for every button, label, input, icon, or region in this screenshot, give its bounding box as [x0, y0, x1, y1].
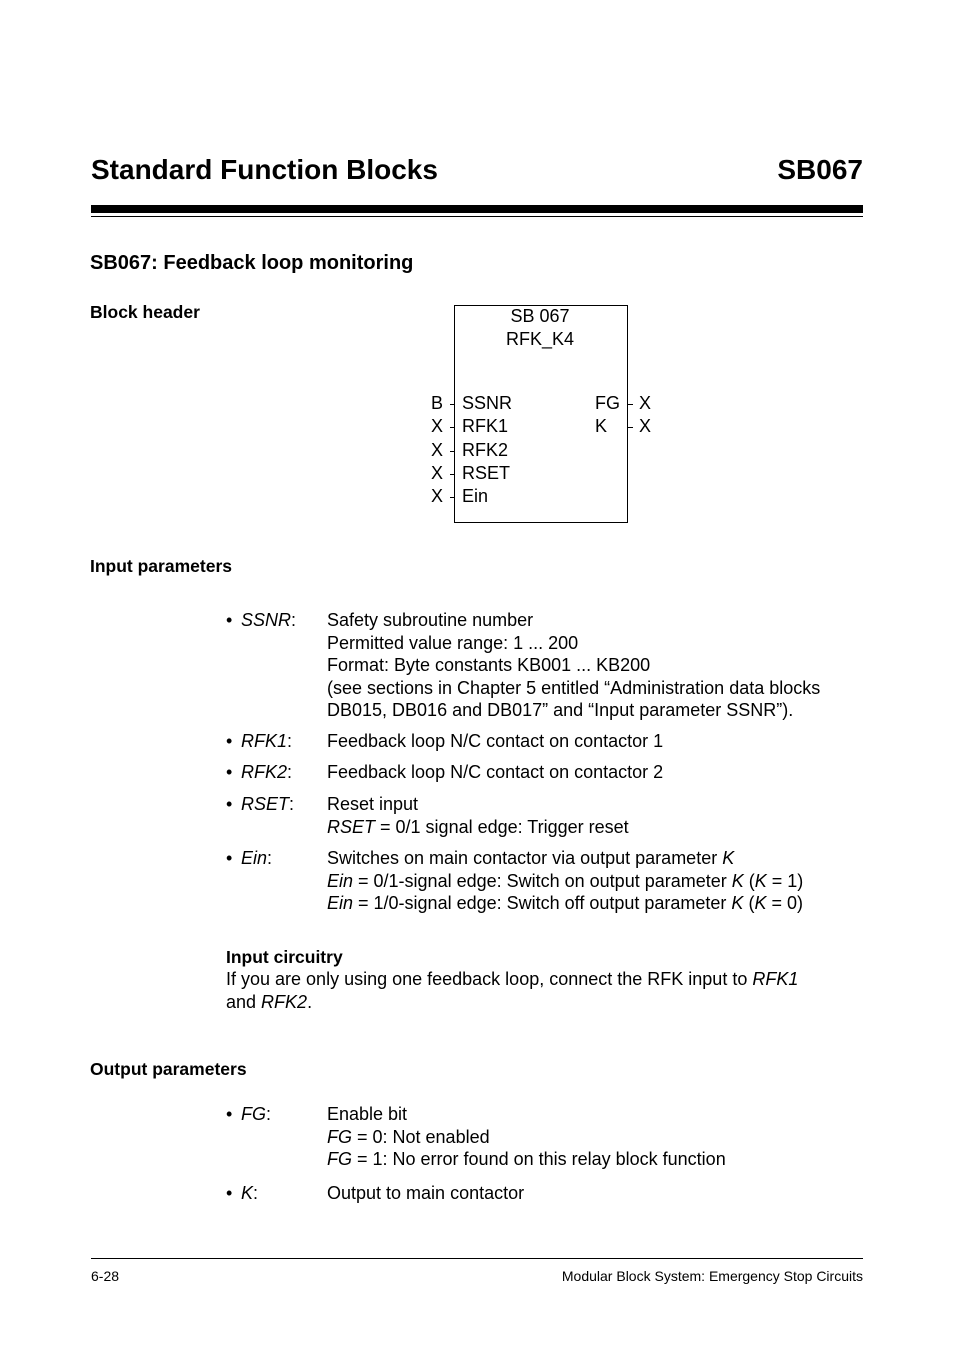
var-ref: K: [722, 848, 735, 868]
desc-line: [327, 892, 803, 915]
colon: :: [253, 1183, 259, 1203]
param-description: [327, 730, 663, 753]
input-name-rfk2: RFK2: [462, 440, 509, 460]
var-ref: FG: [327, 1126, 352, 1147]
var-ref: K: [754, 893, 767, 913]
bullet: •: [226, 731, 233, 751]
desc-line: [327, 870, 803, 893]
header-rule-thick: [91, 205, 863, 213]
colon: :: [289, 794, 295, 814]
param-name: RSET: [241, 794, 290, 814]
output-name-k: K: [595, 416, 608, 436]
input-type-rfk2: X: [431, 440, 444, 460]
input-circuitry-line1: [226, 968, 798, 991]
desc-line: [327, 1148, 726, 1171]
param-description: [327, 1182, 524, 1205]
param-name: FG: [241, 1104, 266, 1124]
bullet: •: [226, 1183, 233, 1203]
desc-text: = 0/1-signal edge: Switch on output parameter: [353, 870, 732, 891]
desc-text: = 1/0-signal edge: Switch off output parameter: [353, 893, 732, 913]
desc-text: = 0: Not enabled: [352, 1126, 490, 1147]
output-parameters-label: Output parameters: [90, 1059, 247, 1079]
desc-line: Permitted value range: 1 ... 200: [327, 632, 579, 653]
colon: :: [287, 762, 293, 782]
header-rule-thin: [91, 216, 863, 217]
page-header-title: Standard Function Blocks: [91, 154, 438, 185]
desc-line: DB015, DB016 and DB017” and “Input parameter SSNR”).: [327, 700, 794, 720]
var-ref: Ein: [327, 893, 354, 913]
colon: :: [291, 610, 297, 630]
input-name-rset: RSET: [462, 463, 511, 483]
var-ref: K: [754, 870, 767, 891]
desc-text: (: [743, 893, 755, 913]
input-circuitry-line2: [226, 991, 312, 1014]
param-description: [327, 847, 803, 915]
input-circuitry-label: Input circuitry: [226, 947, 343, 967]
param-name: RFK2: [241, 762, 288, 782]
var-ref: Ein: [327, 870, 354, 891]
input-type-rset: X: [431, 463, 444, 483]
param-name: SSNR: [241, 610, 292, 630]
input-name-rfk1: RFK1: [462, 416, 509, 436]
desc-text: (: [743, 870, 755, 891]
desc-line: Enable bit: [327, 1104, 408, 1124]
colon: :: [267, 848, 273, 868]
output-type-fg: X: [639, 393, 652, 413]
bullet: •: [226, 610, 233, 630]
desc-text: = 1): [766, 870, 804, 891]
block-header-label: Block header: [90, 302, 200, 322]
input-pin-ein: [450, 497, 455, 498]
input-pin-rfk1: [450, 427, 455, 428]
desc-line: Feedback loop N/C contact on contactor 2: [327, 762, 664, 782]
input-name-ein: Ein: [462, 486, 489, 506]
desc-line: Safety subroutine number: [327, 610, 534, 630]
bullet: •: [226, 794, 233, 814]
param-name: RFK1: [241, 731, 288, 751]
desc-text: = 1: No error found on this relay block function: [352, 1149, 726, 1169]
var-ref: K: [731, 870, 744, 891]
output-pin-k: [628, 427, 633, 428]
footer-rule: [91, 1258, 863, 1259]
var-ref: RSET: [327, 816, 376, 837]
circuitry-text: If you are only using one feedback loop, connect the RFK input to: [226, 969, 753, 989]
bullet: •: [226, 848, 233, 868]
var-ref: RFK2: [261, 992, 308, 1012]
param-description: [327, 1103, 726, 1171]
param-description: [327, 793, 629, 838]
section-title: SB067: Feedback loop monitoring: [90, 252, 414, 274]
input-type-rfk1: X: [431, 416, 444, 436]
circuitry-text: .: [307, 992, 313, 1012]
input-pin-rset: [450, 474, 455, 475]
colon: :: [266, 1104, 272, 1124]
param-description: [327, 761, 663, 784]
bullet: •: [226, 1104, 233, 1124]
input-pin-rfk2: [450, 451, 455, 452]
block-name-line2: RFK_K4: [505, 329, 575, 349]
page-header-code: SB067: [777, 154, 863, 185]
page-number: 6-28: [91, 1268, 120, 1284]
var-ref: RFK1: [752, 969, 799, 989]
input-pin-ssnr: [450, 404, 455, 405]
desc-line: Reset input: [327, 794, 419, 814]
desc-line: Format: Byte constants KB001 ... KB200: [327, 655, 651, 675]
desc-line: [327, 1126, 726, 1149]
param-description: [327, 609, 820, 722]
footer-title: Modular Block System: Emergency Stop Circuits: [561, 1268, 863, 1284]
block-name-line1: SB 067: [510, 306, 570, 326]
desc-text: = 0/1 signal edge: Trigger reset: [375, 816, 629, 837]
input-parameters-label: Input parameters: [90, 556, 232, 576]
param-name: K: [241, 1183, 254, 1203]
param-name: Ein: [241, 848, 268, 868]
desc-line: [327, 816, 629, 839]
desc-line: Output to main contactor: [327, 1183, 525, 1203]
desc-line: Feedback loop N/C contact on contactor 1: [327, 731, 664, 751]
input-name-ssnr: SSNR: [462, 393, 513, 413]
desc-text: = 0): [766, 893, 803, 913]
var-ref: K: [731, 893, 744, 913]
input-type-ein: X: [431, 486, 444, 506]
desc-line: (see sections in Chapter 5 entitled “Administration data blocks: [327, 677, 821, 698]
circuitry-text: and: [226, 992, 262, 1012]
input-type-ssnr: B: [431, 393, 444, 413]
desc-text: Switches on main contactor via output parameter: [327, 848, 723, 868]
bullet: •: [226, 762, 233, 782]
output-name-fg: FG: [595, 393, 620, 413]
desc-line: [327, 847, 803, 870]
output-pin-fg: [628, 404, 633, 405]
colon: :: [287, 731, 293, 751]
output-type-k: X: [639, 416, 652, 436]
var-ref: FG: [327, 1149, 352, 1169]
